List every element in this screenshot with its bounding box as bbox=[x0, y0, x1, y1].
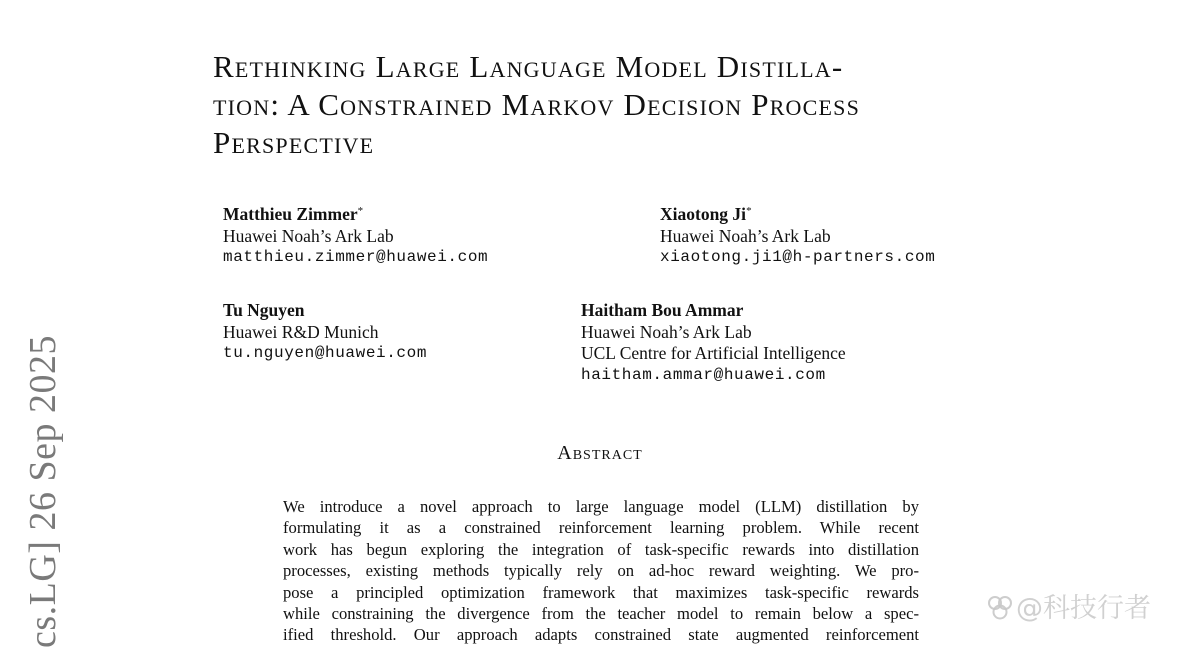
abstract-body bbox=[283, 496, 919, 646]
title-line: Rethinking Large Language Model Distilla- bbox=[213, 49, 844, 84]
author-email: tu.nguyen@huawei.com bbox=[223, 344, 428, 362]
author-affiliation: Huawei R&D Munich bbox=[223, 321, 379, 342]
equal-contribution-mark: * bbox=[746, 205, 752, 217]
watermark-text: @科技行者 bbox=[1016, 593, 1151, 624]
author-name: Tu Nguyen bbox=[223, 300, 305, 320]
author-name: Haitham Bou Ammar bbox=[581, 300, 744, 320]
author-affiliation: Huawei Noah’s Ark Lab bbox=[581, 321, 752, 342]
title-line: Perspective bbox=[213, 125, 375, 160]
author-block bbox=[660, 201, 935, 269]
author-block bbox=[223, 300, 427, 365]
abstract-line: formulating it as a constrained reinforcement learning problem. While recent bbox=[283, 518, 919, 538]
author-email: haitham.ammar@huawei.com bbox=[581, 365, 826, 384]
author-email: matthieu.zimmer@huawei.com bbox=[223, 248, 489, 266]
author-block bbox=[581, 300, 846, 386]
author-affiliation: UCL Centre for Artificial Intelligence bbox=[581, 343, 846, 363]
abstract-line: pose a principled optimization framework that maximizes task-specific rewards bbox=[283, 582, 919, 602]
abstract-line: work has begun exploring the integration of task-specific rewards into distillation bbox=[283, 539, 919, 559]
paper-title bbox=[213, 48, 1003, 162]
author-name: Xiaotong Ji bbox=[660, 204, 747, 224]
title-line: tion: A Constrained Markov Decision Process bbox=[213, 87, 861, 122]
abstract-line: processes, existing methods typically rely on ad-hoc reward weighting. We pro- bbox=[283, 561, 919, 581]
author-affiliation: Huawei Noah’s Ark Lab bbox=[223, 225, 394, 246]
abstract-heading: Abstract bbox=[557, 442, 643, 464]
channel-logo-icon bbox=[986, 593, 1014, 621]
abstract-line: We introduce a novel approach to large language model (LLM) distillation by bbox=[283, 497, 919, 516]
watermark bbox=[986, 586, 1151, 625]
author-name: Matthieu Zimmer bbox=[223, 204, 358, 224]
author-email: xiaotong.ji1@h-partners.com bbox=[660, 248, 936, 266]
abstract-line: while constraining the divergence from the teacher model to remain below a spec- bbox=[283, 603, 919, 623]
abstract-line: ified threshold. Our approach adapts constrained state augmented reinforcement bbox=[283, 625, 919, 645]
author-affiliation: Huawei Noah’s Ark Lab bbox=[660, 225, 831, 246]
arxiv-identifier-stamp: cs.LG] 26 Sep 2025 bbox=[22, 335, 64, 648]
author-block bbox=[223, 201, 488, 269]
equal-contribution-mark: * bbox=[357, 205, 364, 217]
